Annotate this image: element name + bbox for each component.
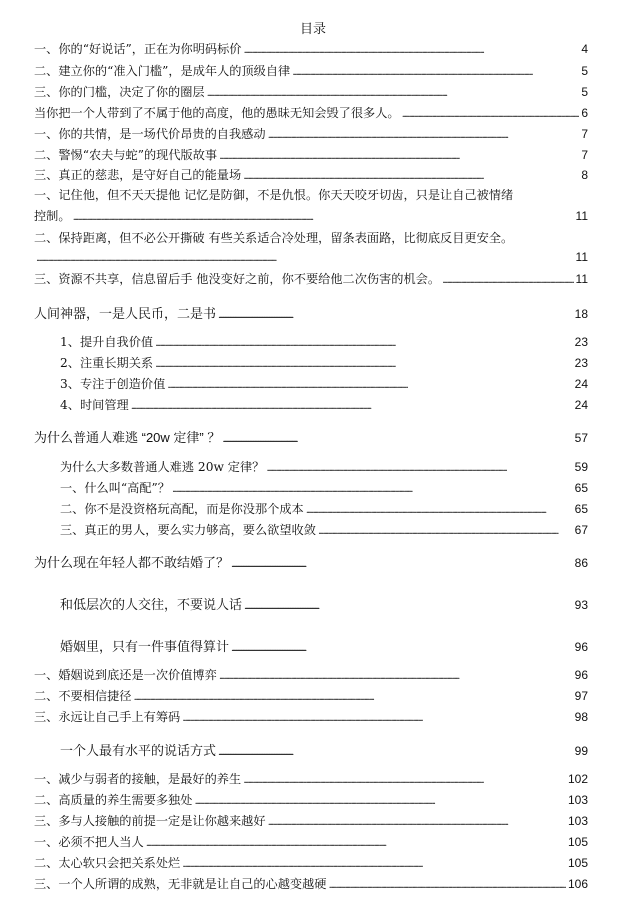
- leader-dots: [219, 668, 573, 682]
- toc-entry[interactable]: [34, 125, 588, 142]
- toc-entry-text: 三、真正的慈悲，是守好自己的能量场: [34, 168, 242, 182]
- toc-heading-text: 一个人最有水平的说话方式: [60, 743, 217, 758]
- toc-entry-page: 59: [574, 460, 588, 474]
- toc-entry-page: 103: [567, 793, 588, 807]
- leader-dots: [134, 689, 573, 703]
- toc-entry[interactable]: [34, 62, 588, 79]
- toc-entry-page: 11: [575, 272, 588, 286]
- toc-entry-text: 三、多与人接触的前提一定是让你越来越好: [34, 814, 266, 828]
- leader-dots: [207, 85, 580, 99]
- toc-entry-page: 98: [574, 710, 588, 724]
- toc-entry-text: 一、婚姻说到底还是一次价值博弈: [34, 668, 217, 682]
- toc-entry[interactable]: [34, 40, 588, 57]
- toc-entry-page: 105: [567, 835, 588, 849]
- toc-entry[interactable]: [34, 83, 588, 100]
- toc-entry-page: 67: [574, 523, 588, 537]
- leader-dots: [244, 597, 573, 612]
- leader-dots: [131, 398, 573, 412]
- toc-entry-text: 一、必须不把人当人: [34, 835, 144, 849]
- toc-entry-page: 65: [574, 502, 588, 516]
- toc-entry-page: 86: [574, 556, 588, 570]
- toc-entry-page: 8: [581, 168, 588, 182]
- leader-dots: [318, 523, 573, 537]
- leader-dots: [231, 555, 573, 570]
- toc-heading-text: 为什么现在年轻人都不敢结婚了？: [34, 555, 230, 570]
- leader-dots: [268, 814, 566, 828]
- leader-dots: [442, 272, 573, 286]
- leader-dots: [243, 42, 579, 56]
- toc-entry-page: 65: [574, 481, 588, 495]
- leader-dots: [155, 356, 573, 370]
- toc-heading-text: 为什么普通人难逃 “20w 定律” ？: [34, 430, 221, 445]
- toc-heading[interactable]: [60, 740, 588, 759]
- toc-heading-text: 人间神器，一是人民币，二是书: [34, 306, 217, 321]
- toc-entry-text: 二、警惕“农夫与蛇”的现代版故事: [34, 148, 218, 162]
- toc-entry-text[interactable]: 二、保持距离，但不必公开撕破 有些关系适合冷处理，留条表面路，比彻底反目更安全。: [34, 231, 514, 245]
- toc-entry-page: 18: [574, 307, 588, 321]
- toc-entry-page: 5: [581, 85, 588, 99]
- toc-entry[interactable]: [34, 875, 588, 892]
- toc-entry-page: 102: [567, 772, 588, 786]
- toc-entry-page: 4: [581, 42, 588, 56]
- toc-heading-text: 和低层次的人交往，不要说人话: [60, 597, 243, 612]
- leader-dots: [329, 877, 566, 891]
- toc-entry[interactable]: [34, 708, 588, 725]
- toc-entry-text: 3、专注于创造价值: [60, 377, 166, 391]
- leader-dots: [243, 772, 566, 786]
- toc-entry[interactable]: [60, 521, 588, 538]
- leader-dots: [243, 168, 579, 182]
- toc-entry-text: 二、高质量的养生需要多独处: [34, 793, 193, 807]
- toc-heading[interactable]: [60, 636, 588, 655]
- leader-dots: [268, 127, 580, 141]
- toc-entry-page: 106: [567, 877, 588, 891]
- toc-entry-page: 97: [574, 689, 588, 703]
- toc-entry-text: 三、你的门槛，决定了你的圈层: [34, 85, 205, 99]
- toc-entry-page: 24: [574, 377, 588, 391]
- toc-entry[interactable]: [60, 479, 588, 496]
- leader-dots: [182, 856, 566, 870]
- toc-entry-page: 105: [567, 856, 588, 870]
- toc-entry-page: 5: [581, 64, 588, 78]
- toc-entry[interactable]: [34, 770, 588, 787]
- leader-dots: [167, 377, 572, 391]
- toc-entry-text: 一、你的共情，是一场代价昂贵的自我感动: [34, 127, 266, 141]
- toc-entry-page: 7: [581, 148, 588, 162]
- toc-entry[interactable]: [34, 791, 588, 808]
- toc-heading-text: 婚姻里，只有一件事值得算计: [60, 639, 230, 654]
- leader-dots: [73, 209, 574, 223]
- toc-heading[interactable]: [34, 427, 588, 446]
- toc-entry-page: 11: [575, 250, 588, 264]
- toc-entry-text: 为什么大多数普通人难逃 20w 定律？: [60, 460, 265, 474]
- toc-entry-text: 三、真正的男人，要么实力够高，要么欲望收敛: [60, 523, 316, 537]
- leader-dots: [402, 106, 580, 120]
- leader-dots: [222, 430, 572, 445]
- toc-title: 目录: [299, 22, 326, 37]
- leader-dots: [146, 835, 566, 849]
- toc-entry[interactable]: [34, 687, 588, 704]
- toc-entry[interactable]: [34, 166, 588, 183]
- toc-entry-page: 23: [574, 335, 588, 349]
- toc-entry[interactable]: [34, 207, 588, 224]
- toc-entry-text: 二、你不是没资格玩高配，而是你没那个成本: [60, 502, 304, 516]
- toc-entry[interactable]: [34, 666, 588, 683]
- toc-entry[interactable]: [60, 396, 588, 413]
- toc-entry-page: 93: [574, 598, 588, 612]
- leader-dots: [172, 481, 573, 495]
- toc-entry-text: 4、时间管理: [60, 398, 129, 412]
- toc-heading[interactable]: [34, 303, 588, 322]
- toc-entry-text: 1、提升自我价值: [60, 335, 154, 349]
- toc-entry[interactable]: [34, 270, 588, 287]
- toc-entry-text: 当你把一个人带到了不属于他的高度，他的愚昧无知会毁了很多人。: [34, 106, 400, 120]
- toc-heading[interactable]: [60, 594, 588, 613]
- toc-entry-text: 2、注重长期关系: [60, 356, 154, 370]
- toc-entry-page: 7: [581, 127, 588, 141]
- toc-entry[interactable]: [60, 375, 588, 392]
- leader-dots: [194, 793, 566, 807]
- toc-entry-page: 96: [574, 640, 588, 654]
- leader-dots: [231, 639, 573, 654]
- toc-entry-text: 二、不要相信捷径: [34, 689, 132, 703]
- toc-entry-page: 23: [574, 356, 588, 370]
- toc-entry-text: 二、建立你的“准入门槛”，是成年人的顶级自律: [34, 64, 291, 78]
- leader-dots: [218, 306, 573, 321]
- toc-entry[interactable]: [60, 333, 588, 350]
- leader-dots: [306, 502, 573, 516]
- toc-entry-text: 三、资源不共享，信息留后手 他没变好之前，你不要给他二次伤害的机会。: [34, 272, 441, 286]
- leader-dots: [292, 64, 579, 78]
- toc-entry[interactable]: [34, 812, 588, 829]
- leader-dots: [155, 335, 573, 349]
- leader-dots: [219, 148, 579, 162]
- toc-entry-text: 一、你的“好说话”，正在为你明码标价: [34, 42, 242, 56]
- toc-entry-page: 99: [574, 744, 588, 758]
- toc-entry[interactable]: [60, 354, 588, 371]
- leader-dots: [218, 743, 573, 758]
- toc-entry-text: 一、减少与弱者的接触，是最好的养生: [34, 772, 242, 786]
- toc-entry-text[interactable]: 一、记住他，但不天天提他 记忆是防御，不是仇恨。你天天咬牙切齿，只是让自己被情绪: [34, 188, 514, 202]
- toc-heading[interactable]: [34, 552, 588, 571]
- toc-entry-page: 96: [574, 668, 588, 682]
- toc-entry-text: 一、什么叫“高配”？: [60, 481, 170, 495]
- leader-dots: [182, 710, 572, 724]
- toc-entry-text: 控制。: [34, 209, 71, 223]
- toc-entry-page: 6: [581, 106, 588, 120]
- toc-entry[interactable]: [34, 104, 588, 121]
- toc-entry[interactable]: [34, 833, 588, 850]
- toc-entry-page: 24: [574, 398, 588, 412]
- toc-entry[interactable]: [34, 250, 588, 264]
- toc-entry[interactable]: [34, 854, 588, 871]
- toc-entry-text: 三、一个人所谓的成熟，无非就是让自己的心越变越硬: [34, 877, 327, 891]
- toc-entry-page: 103: [567, 814, 588, 828]
- toc-entry-text: 二、太心软只会把关系处烂: [34, 856, 181, 870]
- toc-entry[interactable]: [60, 458, 588, 475]
- toc-entry-page: 57: [574, 431, 588, 445]
- toc-entry-text: 三、永远让自己手上有筹码: [34, 710, 181, 724]
- leader-dots: [266, 460, 572, 474]
- toc-entry[interactable]: [34, 146, 588, 163]
- toc-entry-page: 11: [575, 209, 588, 223]
- leader-dots: [36, 250, 574, 264]
- toc-entry[interactable]: [60, 500, 588, 517]
